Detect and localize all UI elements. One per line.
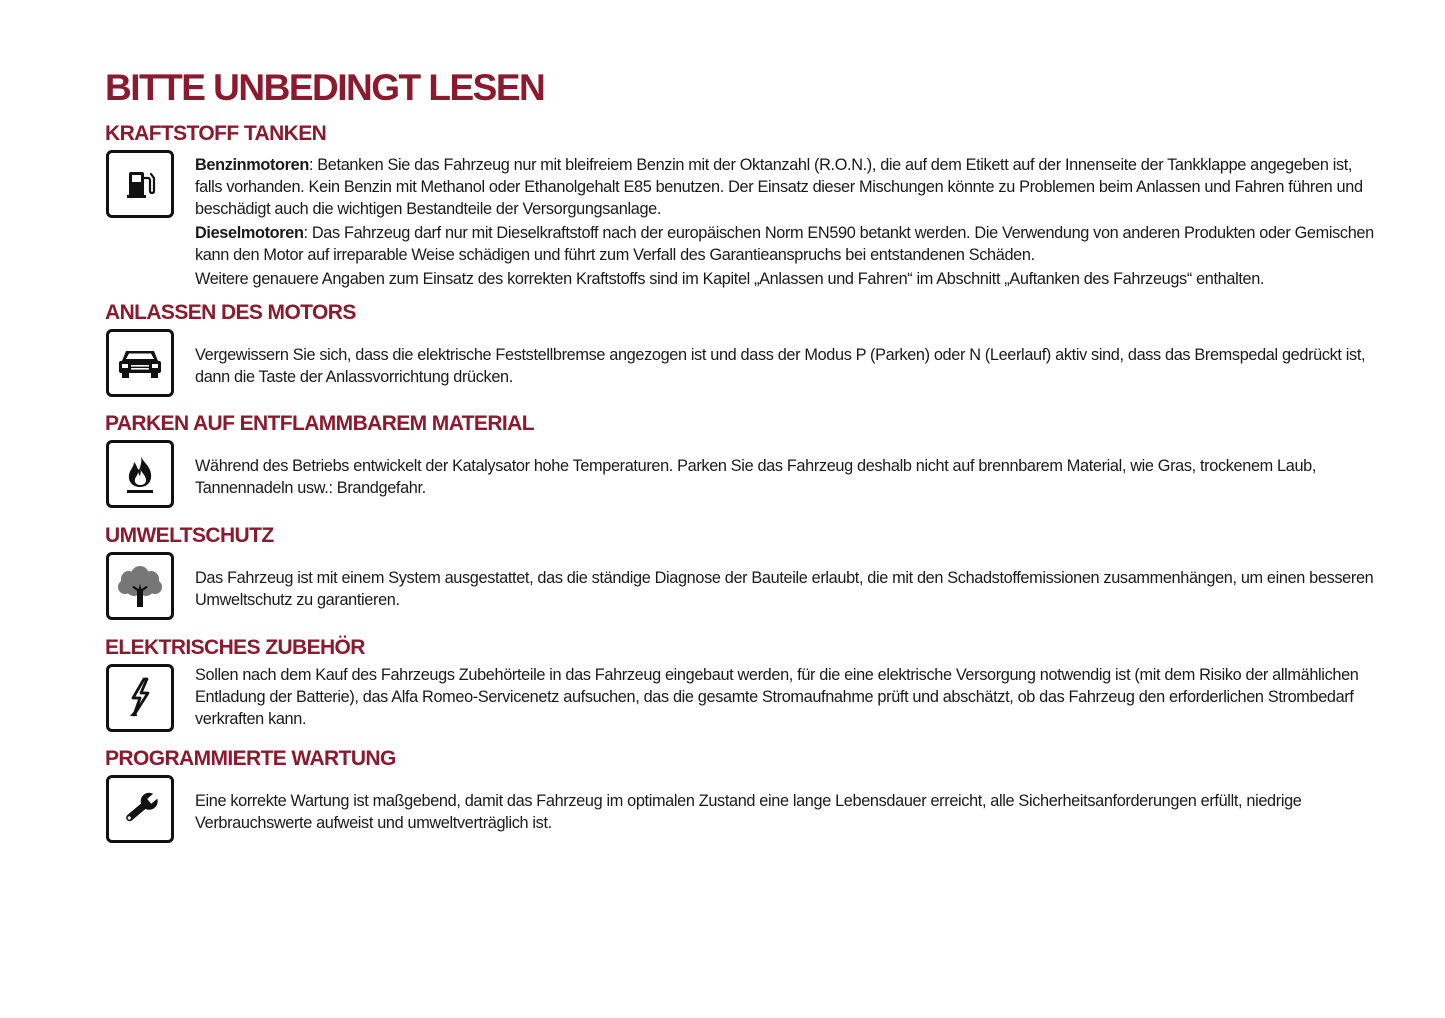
section-heading: KRAFTSTOFF TANKEN	[105, 122, 327, 145]
section-electrical-accessories	[105, 635, 1380, 732]
paragraph	[195, 455, 1380, 499]
car-front-icon	[106, 329, 174, 397]
paragraph	[195, 664, 1380, 730]
fuel-pump-icon	[106, 150, 174, 218]
section-fuel	[105, 121, 1380, 292]
section-environment	[105, 523, 1380, 613]
section-engine-start	[105, 300, 1380, 390]
paragraph	[195, 222, 1380, 266]
tree-icon	[106, 552, 174, 620]
paragraph-text: Während des Betriebs entwickelt der Katalysator hohe Temperaturen. Parken Sie das Fahrzeug deshalb nicht auf brennbarem Material, wie Gras, trockenem Laub, Tannennadeln usw.: Brandgefahr.	[195, 457, 1317, 497]
wrench-icon	[106, 775, 174, 843]
paragraph	[195, 268, 1380, 290]
section-heading: ELEKTRISCHES ZUBEHÖR	[105, 636, 365, 659]
paragraph	[195, 567, 1380, 611]
paragraph-text: Vergewissern Sie sich, dass die elektrische Feststellbremse angezogen ist und dass der Modus P (Parken) oder N (Leerlauf) aktiv sind, dass das Bremspedal gedrückt ist, dann die Taste der Anlassvorrichtung drücken.	[195, 346, 1366, 386]
section-heading: UMWELTSCHUTZ	[105, 524, 274, 547]
lightning-bolt-icon	[106, 664, 174, 732]
paragraph-text: Weitere genauere Angaben zum Einsatz des korrekten Kraftstoffs sind im Kapitel „Anlassen und Fahren“ im Abschnitt „Auftanken des Fahrzeugs“ enthalten.	[195, 270, 1265, 288]
page-title: BITTE UNBEDINGT LESEN	[105, 67, 545, 108]
paragraph-text: : Das Fahrzeug darf nur mit Dieselkraftstoff nach der europäischen Norm EN590 betankt werden. Die Verwendung von anderen Produkten oder Gemischen kann den Motor auf irreparable Weise schädigen und führt zum Verfall des Garantieanspruchs bei entstandenen Schäden.	[195, 224, 1374, 264]
paragraph-text: Eine korrekte Wartung ist maßgebend, damit das Fahrzeug im optimalen Zustand eine lange Lebensdauer erreicht, alle Sicherheitsanforderungen erfüllt, niedrige Verbrauchswerte aufweist und umweltverträglich ist.	[195, 792, 1302, 832]
section-heading: PROGRAMMIERTE WARTUNG	[105, 747, 396, 770]
paragraph-lead: Dieselmotoren	[195, 224, 304, 242]
paragraph-text: Sollen nach dem Kauf des Fahrzeugs Zubehörteile in das Fahrzeug eingebaut werden, für die eine elektrische Versorgung notwendig ist (mit dem Risiko der allmählichen Entladung der Batterie), das Alfa Romeo-Servicenetz aufsuchen, das die gesamte Stromaufnahme prüft und abschätzt, ob das Fahrzeug den erforderlichen Strombedarf verkraften kann.	[195, 666, 1359, 728]
section-heading: PARKEN AUF ENTFLAMMBAREM MATERIAL	[105, 412, 534, 435]
section-scheduled-maintenance	[105, 746, 1380, 836]
paragraph	[195, 154, 1380, 220]
paragraph-text: Das Fahrzeug ist mit einem System ausgestattet, das die ständige Diagnose der Bauteile erlaubt, die mit den Schadstoffemissionen zusammenhängen, um einen besseren Umweltschutz zu garantieren.	[195, 569, 1374, 609]
section-heading: ANLASSEN DES MOTORS	[105, 301, 356, 324]
paragraph-lead: Benzinmotoren	[195, 156, 309, 174]
paragraph-text: : Betanken Sie das Fahrzeug nur mit bleifreiem Benzin mit der Oktanzahl (R.O.N.), die auf dem Etikett auf der Innenseite der Tankklappe angegeben ist, falls vorhanden. Kein Benzin mit Methanol oder Ethanolgehalt E85 benutzen. Der Einsatz dieser Mischungen könnte zu Problemen beim Anlassen und Fahren führen und beschädigt auch die wichtigen Bestandteile der Versorgungsanlage.	[195, 156, 1363, 218]
flame-icon	[106, 440, 174, 508]
paragraph	[195, 344, 1380, 388]
paragraph	[195, 790, 1380, 834]
section-parking-flammable	[105, 411, 1380, 501]
